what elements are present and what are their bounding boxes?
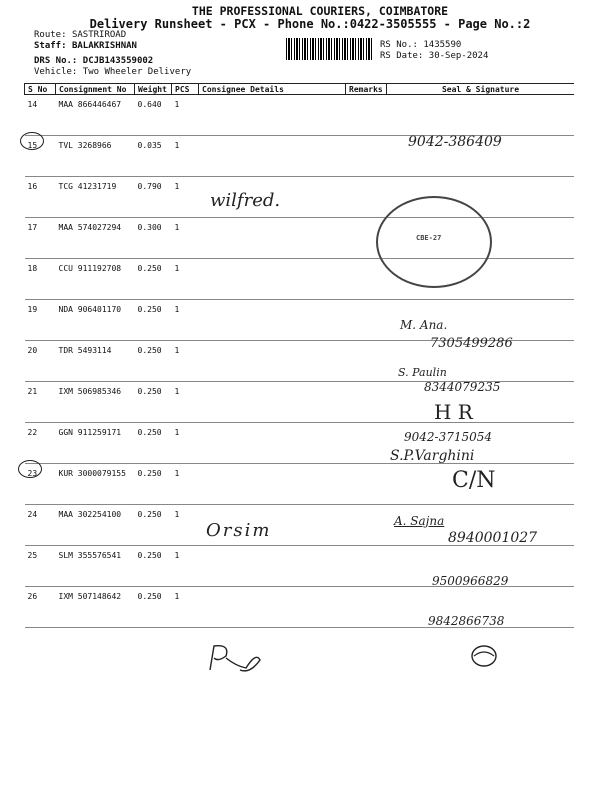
row-weight: 0.250 bbox=[135, 505, 172, 546]
row-remarks bbox=[346, 423, 387, 464]
col-weight: Weight bbox=[135, 84, 172, 95]
row-sno: 14 bbox=[25, 95, 56, 136]
row-pcs: 1 bbox=[172, 218, 199, 259]
row-consignment-no: MAA 302254100 bbox=[56, 505, 135, 546]
row-consignee bbox=[199, 218, 346, 259]
row-consignee bbox=[199, 546, 346, 587]
row-remarks bbox=[346, 95, 387, 136]
row-consignment-no: CCU 911192708 bbox=[56, 259, 135, 300]
seal-sign-24b: 8940001027 bbox=[448, 530, 538, 546]
row-consignment-no: KUR 3000079155 bbox=[56, 464, 135, 505]
row-consignment-no: MAA 866446467 bbox=[56, 95, 135, 136]
row-sno: 16 bbox=[25, 177, 56, 218]
barcode bbox=[286, 38, 372, 60]
table-row bbox=[25, 300, 575, 341]
seal-sign-23b: S.P.Varghini bbox=[390, 448, 475, 464]
row-consignment-no: IXM 506985346 bbox=[56, 382, 135, 423]
row-consignee bbox=[199, 423, 346, 464]
seal-sign-25: 9500966829 bbox=[432, 574, 509, 588]
col-seal: Seal & Signature bbox=[387, 84, 575, 95]
row-consignee bbox=[199, 259, 346, 300]
row-weight: 0.250 bbox=[135, 423, 172, 464]
row-pcs: 1 bbox=[172, 587, 199, 628]
seal-sign-20a: M. Ana. bbox=[400, 318, 448, 332]
round-stamp bbox=[376, 196, 492, 288]
runsheet-title: Delivery Runsheet - PCX - Phone No.:0422-3505555 - Page No.:2 bbox=[89, 17, 531, 31]
row-consignee bbox=[199, 587, 346, 628]
col-remarks: Remarks bbox=[346, 84, 387, 95]
row-remarks bbox=[346, 587, 387, 628]
row-weight: 0.640 bbox=[135, 95, 172, 136]
row-weight: 0.250 bbox=[135, 259, 172, 300]
row-consignee bbox=[199, 136, 346, 177]
row-pcs: 1 bbox=[172, 300, 199, 341]
seal-sign-21b: 8344079235 bbox=[424, 380, 501, 394]
row-weight: 0.250 bbox=[135, 300, 172, 341]
stamp-text: CBE-27 bbox=[416, 234, 442, 242]
rs-date: RS Date: 30-Sep-2024 bbox=[380, 51, 489, 61]
row-consignment-no: TVL 3268966 bbox=[56, 136, 135, 177]
row-pcs: 1 bbox=[172, 464, 199, 505]
row-consignee bbox=[199, 382, 346, 423]
row-consignment-no: NDA 906401170 bbox=[56, 300, 135, 341]
row-sno: 21 bbox=[25, 382, 56, 423]
bottom-loop-mark bbox=[466, 642, 506, 672]
seal-sign-23a: 9042-3715054 bbox=[404, 430, 493, 444]
row-remarks bbox=[346, 341, 387, 382]
seal-sign-22: H R bbox=[434, 400, 473, 424]
row-weight: 0.790 bbox=[135, 177, 172, 218]
row-consignee bbox=[199, 95, 346, 136]
row-weight: 0.300 bbox=[135, 218, 172, 259]
seal-sign-20b: 7305499286 bbox=[430, 336, 513, 351]
vehicle-line: Vehicle: Two Wheeler Delivery bbox=[34, 67, 192, 77]
row-sno: 20 bbox=[25, 341, 56, 382]
row-sno: 24 bbox=[25, 505, 56, 546]
circle-mark-15 bbox=[20, 132, 44, 150]
row-weight: 0.250 bbox=[135, 464, 172, 505]
row-remarks bbox=[346, 177, 387, 218]
row-consignee bbox=[199, 341, 346, 382]
row-remarks bbox=[346, 505, 387, 546]
row-sno: 23 bbox=[25, 464, 56, 505]
seal-sign-26: 9842866738 bbox=[428, 614, 505, 628]
row-seal bbox=[387, 95, 575, 136]
row-consignment-no: SLM 355576541 bbox=[56, 546, 135, 587]
table-row bbox=[25, 259, 575, 300]
row-sno: 22 bbox=[25, 423, 56, 464]
row-pcs: 1 bbox=[172, 505, 199, 546]
table-row bbox=[25, 95, 575, 136]
row-sno: 17 bbox=[25, 218, 56, 259]
row-remarks bbox=[346, 464, 387, 505]
row-remarks bbox=[346, 546, 387, 587]
consignee-sign-16: wilfred. bbox=[210, 190, 281, 211]
route-line: Route: SASTRIROAD bbox=[34, 30, 127, 40]
row-consignment-no: TCG 41231719 bbox=[56, 177, 135, 218]
row-remarks bbox=[346, 382, 387, 423]
seal-sign-24a: A. Sajna bbox=[394, 514, 445, 528]
col-sno: S No bbox=[25, 84, 56, 95]
seal-sign-14: 9042-386409 bbox=[408, 134, 502, 150]
table-header bbox=[25, 84, 575, 95]
row-pcs: 1 bbox=[172, 546, 199, 587]
row-weight: 0.250 bbox=[135, 587, 172, 628]
row-pcs: 1 bbox=[172, 423, 199, 464]
row-pcs: 1 bbox=[172, 95, 199, 136]
row-consignment-no: TDR 5493114 bbox=[56, 341, 135, 382]
row-weight: 0.035 bbox=[135, 136, 172, 177]
row-pcs: 1 bbox=[172, 382, 199, 423]
row-sno: 25 bbox=[25, 546, 56, 587]
drs-line: DRS No.: DCJB143559002 bbox=[34, 56, 154, 66]
row-sno: 19 bbox=[25, 300, 56, 341]
row-weight: 0.250 bbox=[135, 382, 172, 423]
row-sno: 15 bbox=[25, 136, 56, 177]
row-consignment-no: MAA 574027294 bbox=[56, 218, 135, 259]
consignee-sign-24: Orsim bbox=[206, 520, 272, 541]
col-pcs: PCS bbox=[172, 84, 199, 95]
col-consignee: Consignee Details bbox=[199, 84, 346, 95]
bottom-signature bbox=[200, 640, 280, 680]
seal-sign-23c: C/N bbox=[452, 468, 496, 493]
row-sno: 26 bbox=[25, 587, 56, 628]
col-consignment: Consignment No bbox=[56, 84, 135, 95]
staff-line: Staff: BALAKRISHNAN bbox=[34, 41, 137, 51]
company-title: THE PROFESSIONAL COURIERS, COIMBATORE bbox=[191, 4, 449, 18]
row-pcs: 1 bbox=[172, 259, 199, 300]
row-consignee bbox=[199, 464, 346, 505]
row-consignee bbox=[199, 300, 346, 341]
seal-sign-21a: S. Paulin bbox=[398, 366, 447, 379]
row-pcs: 1 bbox=[172, 177, 199, 218]
table-row bbox=[25, 177, 575, 218]
row-pcs: 1 bbox=[172, 136, 199, 177]
row-remarks bbox=[346, 259, 387, 300]
row-remarks bbox=[346, 300, 387, 341]
rs-no: RS No.: 1435590 bbox=[380, 40, 462, 50]
row-sno: 18 bbox=[25, 259, 56, 300]
circle-mark-23 bbox=[18, 460, 42, 478]
row-weight: 0.250 bbox=[135, 341, 172, 382]
row-remarks bbox=[346, 136, 387, 177]
row-pcs: 1 bbox=[172, 341, 199, 382]
runsheet-table bbox=[24, 83, 574, 628]
row-consignment-no: IXM 507148642 bbox=[56, 587, 135, 628]
row-weight: 0.250 bbox=[135, 546, 172, 587]
row-consignment-no: GGN 911259171 bbox=[56, 423, 135, 464]
rs-info bbox=[380, 40, 488, 62]
